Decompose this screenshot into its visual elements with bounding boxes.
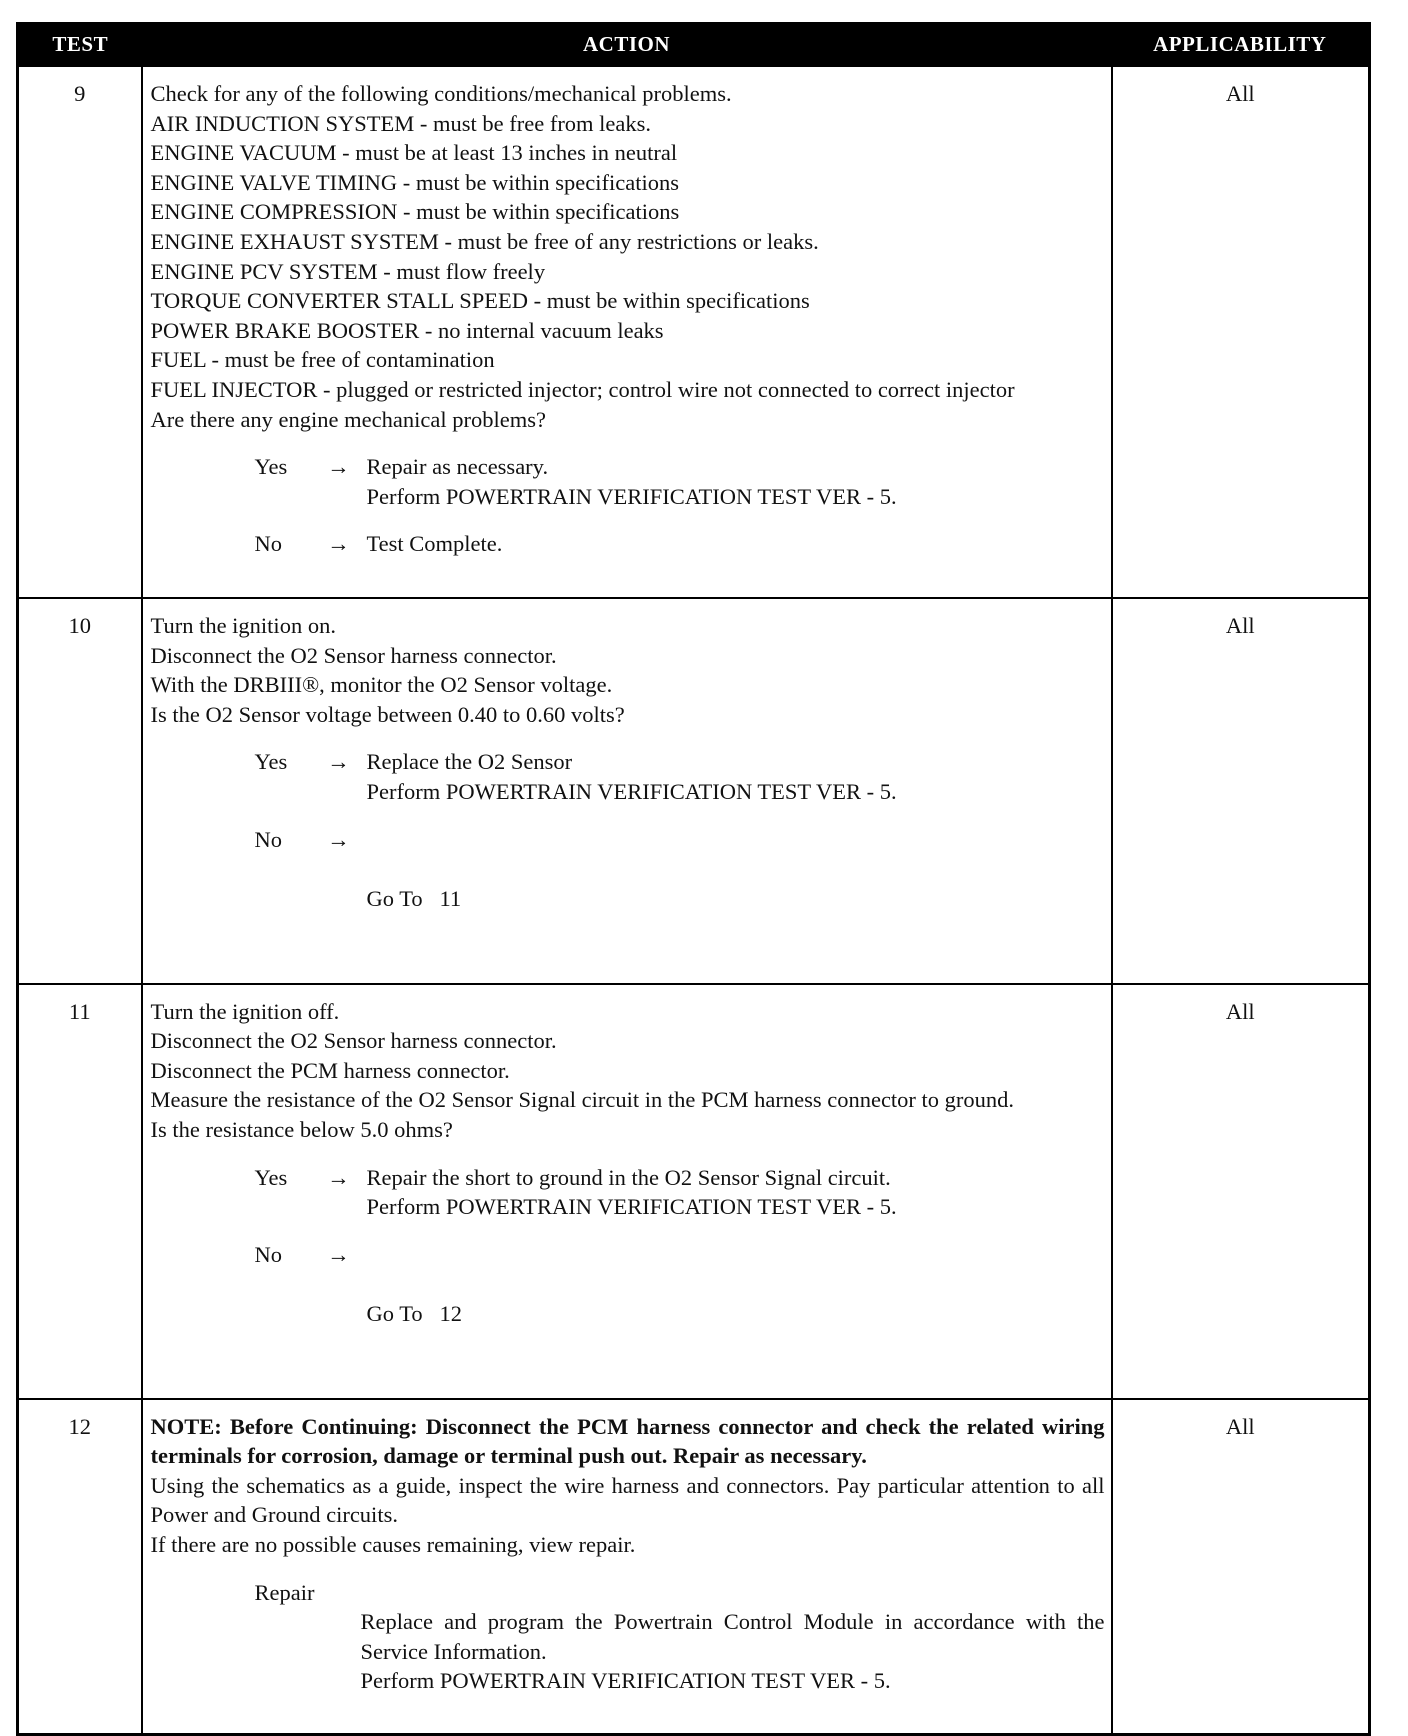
yes-label: Yes — [254, 1164, 288, 1190]
action-line: AIR INDUCTION SYSTEM - must be free from leaks. — [150, 110, 652, 136]
test-number: 10 — [18, 598, 142, 984]
action-line: ENGINE VACUUM - must be at least 13 inches in neutral — [150, 140, 678, 166]
right-arrow-icon: → — [327, 1241, 350, 1267]
yes-action: Perform POWERTRAIN VERIFICATION TEST VER - 5. — [366, 778, 897, 804]
action-line: ENGINE VALVE TIMING - must be within specifications — [150, 169, 679, 195]
yes-label: Yes — [254, 454, 288, 480]
repair-line: Perform POWERTRAIN VERIFICATION TEST VER - 5. — [360, 1668, 891, 1694]
yes-action: Perform POWERTRAIN VERIFICATION TEST VER - 5. — [366, 1194, 897, 1220]
header-test: TEST — [18, 24, 142, 67]
right-arrow-icon: → — [327, 531, 350, 557]
yes-action: Repair as necessary. — [366, 454, 549, 480]
yes-label: Yes — [254, 749, 288, 775]
diagnostic-test-table — [16, 22, 1371, 1736]
no-answer — [151, 529, 1105, 559]
yes-answer — [151, 452, 1105, 511]
applicability: All — [1112, 598, 1370, 984]
table-row — [18, 984, 1370, 1399]
action-line: If there are no possible causes remaining, view repair. — [150, 1532, 636, 1558]
applicability: All — [1112, 66, 1370, 598]
yes-action: Replace the O2 Sensor — [366, 749, 573, 775]
right-arrow-icon: → — [327, 749, 350, 775]
no-action: Go To 11 — [366, 885, 462, 911]
no-answer — [151, 825, 1105, 973]
no-label: No — [254, 1241, 282, 1267]
action-cell — [142, 984, 1112, 1399]
no-action: Go To 12 — [366, 1300, 463, 1326]
no-answer — [151, 1240, 1105, 1388]
right-arrow-icon: → — [327, 826, 350, 852]
table-row — [18, 1399, 1370, 1735]
action-line: POWER BRAKE BOOSTER - no internal vacuum leaks — [150, 317, 664, 343]
test-number: 11 — [18, 984, 142, 1399]
action-line: ENGINE EXHAUST SYSTEM - must be free of any restrictions or leaks. — [150, 228, 819, 254]
no-label: No — [254, 826, 282, 852]
action-question: Is the O2 Sensor voltage between 0.40 to 0.60 volts? — [150, 701, 625, 727]
header-action: ACTION — [142, 24, 1112, 67]
action-line: ENGINE COMPRESSION - must be within specifications — [150, 199, 680, 225]
action-line: ENGINE PCV SYSTEM - must flow freely — [150, 258, 546, 284]
repair-instructions — [361, 1607, 1105, 1696]
test-number: 12 — [18, 1399, 142, 1735]
action-line: Disconnect the O2 Sensor harness connector. — [150, 1028, 557, 1054]
repair-label: Repair — [254, 1579, 315, 1605]
no-label: No — [254, 531, 282, 557]
action-line: Disconnect the PCM harness connector. — [150, 1057, 510, 1083]
action-line: With the DRBIII®, monitor the O2 Sensor voltage. — [150, 672, 613, 698]
action-line: Turn the ignition on. — [150, 613, 336, 638]
action-line: Using the schematics as a guide, inspect the wire harness and connectors. Pay particular attention to all Power and Ground circuits. — [150, 1472, 1105, 1528]
action-cell — [142, 1399, 1112, 1735]
applicability: All — [1112, 984, 1370, 1399]
action-line: Measure the resistance of the O2 Sensor Signal circuit in the PCM harness connector to ground. — [150, 1087, 1015, 1113]
right-arrow-icon: → — [327, 1164, 350, 1190]
table-header-row — [18, 24, 1370, 67]
action-line: TORQUE CONVERTER STALL SPEED - must be within specifications — [150, 288, 810, 314]
note-text: NOTE: Before Continuing: Disconnect the PCM harness connector and check the related wiring terminals for corrosion, damage or terminal push out. Repair as necessary. — [150, 1413, 1105, 1469]
yes-action: Perform POWERTRAIN VERIFICATION TEST VER - 5. — [366, 483, 897, 509]
action-line: Disconnect the O2 Sensor harness connector. — [150, 642, 557, 668]
action-line: FUEL INJECTOR - plugged or restricted injector; control wire not connected to correct injector — [150, 376, 1015, 402]
right-arrow-icon: → — [327, 454, 350, 480]
action-cell — [142, 66, 1112, 598]
action-question: Is the resistance below 5.0 ohms? — [150, 1116, 453, 1142]
test-number: 9 — [18, 66, 142, 598]
yes-answer — [151, 1163, 1105, 1222]
header-applicability: APPLICABILITY — [1112, 24, 1370, 67]
yes-answer — [151, 747, 1105, 806]
action-line: FUEL - must be free of contamination — [150, 347, 495, 373]
action-line: Check for any of the following conditions/mechanical problems. — [150, 81, 732, 106]
action-cell — [142, 598, 1112, 984]
table-row — [18, 598, 1370, 984]
repair-line: Replace and program the Powertrain Control Module in accordance with the Service Information. — [360, 1609, 1105, 1664]
yes-action: Repair the short to ground in the O2 Sensor Signal circuit. — [366, 1164, 891, 1190]
table-row — [18, 66, 1370, 598]
no-action: Test Complete. — [366, 531, 503, 557]
applicability: All — [1112, 1399, 1370, 1735]
action-question: Are there any engine mechanical problems? — [150, 406, 546, 432]
action-line: Turn the ignition off. — [150, 998, 340, 1024]
